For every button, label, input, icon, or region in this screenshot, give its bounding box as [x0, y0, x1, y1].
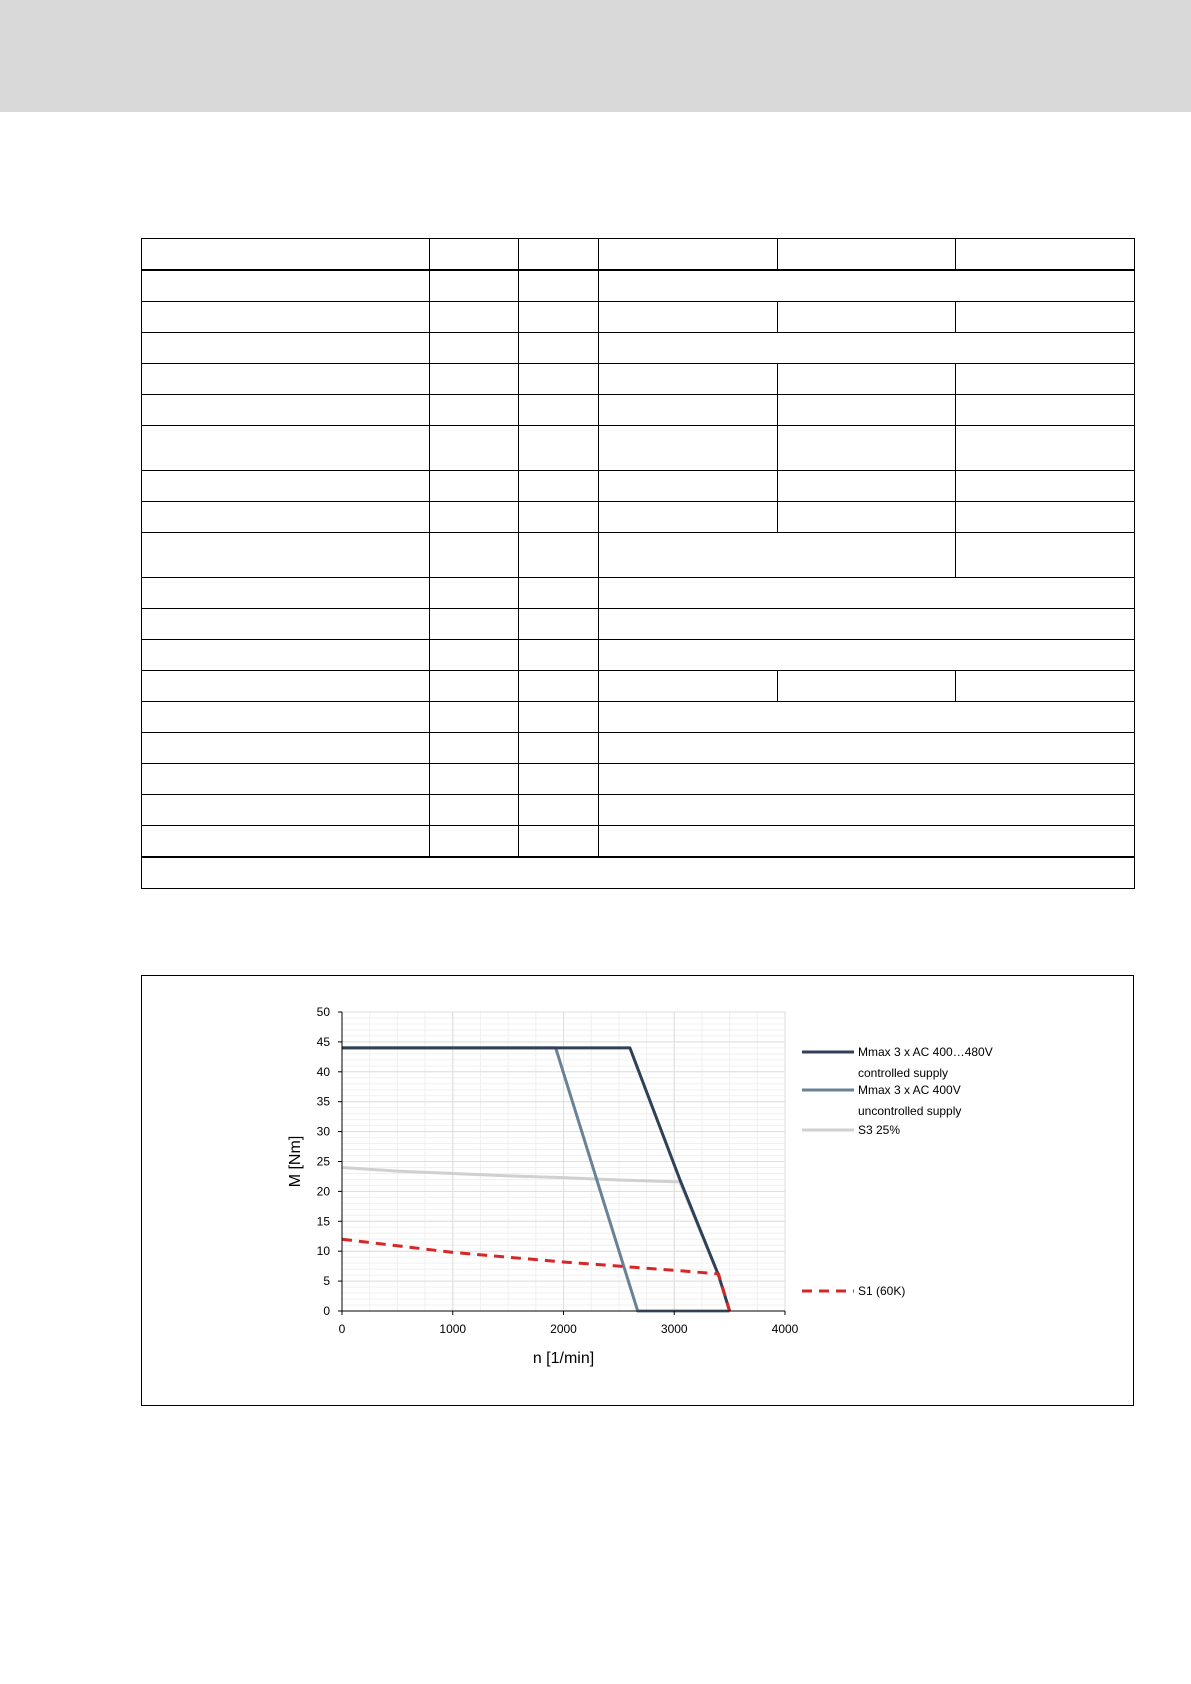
table-row: [142, 671, 1135, 702]
table-row: [142, 395, 1135, 426]
legend-label-1: uncontrolled supply: [858, 1104, 962, 1118]
table-row: [142, 333, 1135, 364]
y-tick-label: 50: [316, 1005, 330, 1019]
table-header-row: [142, 239, 1135, 271]
legend-label-0: controlled supply: [858, 1066, 949, 1080]
y-tick-label: 20: [316, 1184, 330, 1199]
legend-label-2: S3 25%: [858, 1123, 901, 1137]
table-row: [142, 426, 1135, 471]
table-row: [142, 733, 1135, 764]
y-tick-label: 10: [316, 1244, 330, 1259]
y-axis-label: M [Nm]: [287, 1135, 304, 1188]
y-tick-label: 40: [316, 1064, 330, 1079]
y-tick-label: 35: [316, 1094, 330, 1109]
table-row: [142, 533, 1135, 578]
legend-label-3: S1 (60K): [858, 1284, 906, 1298]
legend: [802, 1045, 993, 1298]
table-row: [142, 364, 1135, 395]
y-tick-label: 15: [316, 1214, 330, 1229]
legend-label-1: Mmax 3 x AC 400V: [858, 1083, 961, 1097]
torque-speed-chart: [142, 976, 1133, 1405]
table-row: [142, 826, 1135, 858]
table-row: [142, 640, 1135, 671]
table-row: [142, 471, 1135, 502]
table-row: [142, 764, 1135, 795]
x-tick-label: 0: [338, 1322, 346, 1336]
header-band: [0, 0, 1191, 112]
y-tick-label: 30: [316, 1124, 330, 1139]
x-tick-label: 3000: [660, 1322, 688, 1336]
table-row: [142, 302, 1135, 333]
spec-table: [141, 238, 1135, 889]
x-tick-label: 2000: [550, 1322, 577, 1336]
chart-frame: [141, 975, 1134, 1406]
grid: [342, 1012, 785, 1311]
table-row: [142, 502, 1135, 533]
table-row: [142, 795, 1135, 826]
x-axis-label: n [1/min]: [532, 1350, 595, 1367]
legend-label-0: Mmax 3 x AC 400…480V: [858, 1045, 993, 1059]
y-tick-label: 5: [323, 1274, 330, 1289]
x-tick-label: 1000: [439, 1322, 467, 1336]
x-tick-label: 4000: [771, 1322, 799, 1336]
y-tick-label: 0: [323, 1304, 330, 1318]
table-row: [142, 609, 1135, 640]
table-row: [142, 270, 1135, 302]
table-footer-row: [142, 857, 1135, 889]
table-row: [142, 578, 1135, 609]
y-tick-label: 45: [316, 1034, 330, 1049]
y-tick-label: 25: [316, 1154, 330, 1169]
table-row: [142, 702, 1135, 733]
